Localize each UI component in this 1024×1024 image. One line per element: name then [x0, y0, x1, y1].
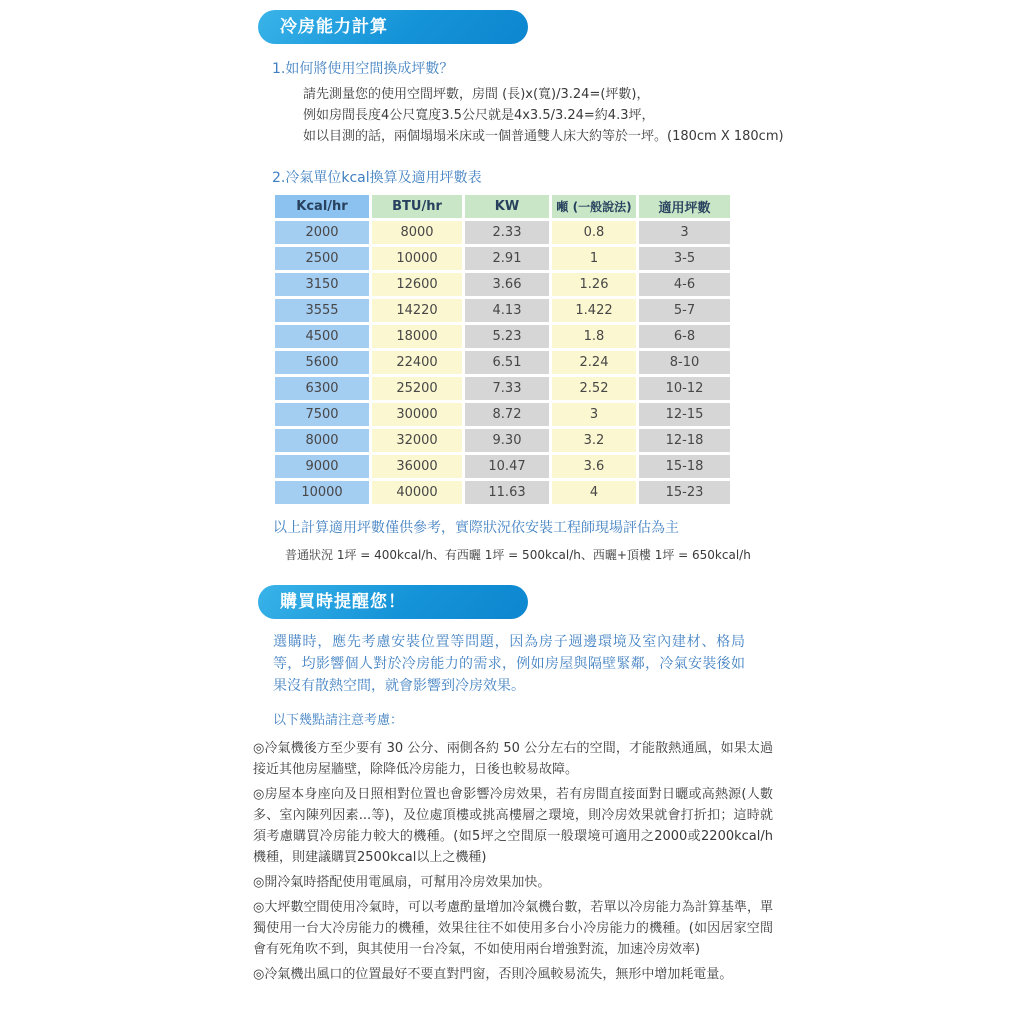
- table-cell: 1.8: [552, 325, 636, 348]
- tip-item: ◎房屋本身座向及日照相對位置也會影響冷房效果，若有房間直接面對日曬或高熱源(人數多、室內陳列因素...等)，及位處頂樓或挑高樓層之環境，則冷房效果就會打折扣；這時就須考慮購買冷房能力較大的機種。(如5坪之空間原一般環境可適用之2000或2200kcal/h機種，則建議購買2500kcal以上之機種): [253, 787, 773, 865]
- col-header-ping: 適用坪數: [639, 195, 730, 218]
- table-cell: 22400: [372, 351, 462, 374]
- table-cell: 2.52: [552, 377, 636, 400]
- table-cell: 7.33: [465, 377, 549, 400]
- table-cell: 15-23: [639, 481, 730, 504]
- table-cell: 4: [552, 481, 636, 504]
- table-cell: 6.51: [465, 351, 549, 374]
- kcal-per-ping-note: 普通狀況 1坪 = 400kcal/h、有西曬 1坪 = 500kcal/h、西曬+頂樓 1坪 = 650kcal/h: [285, 548, 751, 562]
- table-disclaimer: 以上計算適用坪數僅供參考，實際狀況依安裝工程師現場評估為主: [273, 520, 679, 536]
- document-page: [253, 0, 784, 989]
- table-row: [275, 429, 778, 452]
- table-cell: 1.26: [552, 273, 636, 296]
- table-cell: 10.47: [465, 455, 549, 478]
- table-cell: 0.8: [552, 221, 636, 244]
- table-cell: 3150: [275, 273, 369, 296]
- table-cell: 2000: [275, 221, 369, 244]
- table-row: [275, 247, 778, 270]
- table-cell: 7500: [275, 403, 369, 426]
- table-cell: 10000: [275, 481, 369, 504]
- table-cell: 12600: [372, 273, 462, 296]
- table-cell: 2500: [275, 247, 369, 270]
- table-cell: 2.91: [465, 247, 549, 270]
- table-cell: 36000: [372, 455, 462, 478]
- table-cell: 8.72: [465, 403, 549, 426]
- table-cell: 4-6: [639, 273, 730, 296]
- table-cell: 4.13: [465, 299, 549, 322]
- table-row: [275, 221, 778, 244]
- table-cell: 10-12: [639, 377, 730, 400]
- table-row: [275, 351, 778, 374]
- table-row: [275, 377, 778, 400]
- table-row: [275, 273, 778, 296]
- tip-item: ◎冷氣機出風口的位置最好不要直對門窗，否則冷風較易流失，無形中增加耗電量。: [253, 967, 733, 982]
- tip-item: ◎開冷氣時搭配使用電風扇，可幫用冷房效果加快。: [253, 875, 551, 890]
- table-cell: 15-18: [639, 455, 730, 478]
- table-cell: 12-15: [639, 403, 730, 426]
- table-row: [275, 325, 778, 348]
- table-cell: 5600: [275, 351, 369, 374]
- table-cell: 6-8: [639, 325, 730, 348]
- table-cell: 3.2: [552, 429, 636, 452]
- table-cell: 3555: [275, 299, 369, 322]
- section-header-purchase-reminder: 購買時提醒您！: [258, 585, 528, 619]
- tips-list-title: 以下幾點請注意考慮：: [273, 713, 404, 728]
- table-cell: 9.30: [465, 429, 549, 452]
- table-cell: 30000: [372, 403, 462, 426]
- table-cell: 1: [552, 247, 636, 270]
- table-cell: 8-10: [639, 351, 730, 374]
- table-cell: 32000: [372, 429, 462, 452]
- table-cell: 18000: [372, 325, 462, 348]
- table-cell: 4500: [275, 325, 369, 348]
- table-header-row: [275, 195, 778, 218]
- table-cell: 8000: [275, 429, 369, 452]
- table-cell: 3.6: [552, 455, 636, 478]
- table-cell: 2.33: [465, 221, 549, 244]
- purchase-intro-paragraph: 選購時，應先考慮安裝位置等問題，因為房子週邊環境及室內建材、格局等，均影響個人對於冷房能力的需求，例如房屋與隔壁緊鄰，冷氣安裝後如果沒有散熱空間，就會影響到冷房效果。: [273, 634, 745, 694]
- tips-list: [253, 738, 773, 985]
- col-header-ton: 噸 (一般說法): [552, 195, 636, 218]
- col-header-kw: KW: [465, 195, 549, 218]
- table-row: [275, 403, 778, 426]
- body-line: 例如房間長度4公尺寬度3.5公尺就是4x3.5/3.24=約4.3坪，: [303, 108, 655, 123]
- table-row: [275, 299, 778, 322]
- table-cell: 12-18: [639, 429, 730, 452]
- body-line: 請先測量您的使用空間坪數，房間 (長)x(寬)/3.24=(坪數)，: [303, 87, 650, 102]
- table-cell: 1.422: [552, 299, 636, 322]
- table-cell: 9000: [275, 455, 369, 478]
- table-cell: 40000: [372, 481, 462, 504]
- col-header-btu: BTU/hr: [372, 195, 462, 218]
- table-cell: 3-5: [639, 247, 730, 270]
- table-cell: 3: [639, 221, 730, 244]
- table-cell: 5.23: [465, 325, 549, 348]
- table-row: [275, 481, 778, 504]
- col-header-kcal: Kcal/hr: [275, 195, 369, 218]
- table-cell: 14220: [372, 299, 462, 322]
- section-header-cooling-calc: 冷房能力計算: [258, 10, 528, 44]
- question1-body: [303, 84, 784, 147]
- table-cell: 25200: [372, 377, 462, 400]
- table-cell: 3.66: [465, 273, 549, 296]
- table-cell: 10000: [372, 247, 462, 270]
- table-cell: 11.63: [465, 481, 549, 504]
- tip-item: ◎大坪數空間使用冷氣時，可以考慮酌量增加冷氣機台數，若單以冷房能力為計算基準，單獨使用一台大冷房能力的機種，效果往往不如使用多台小冷房能力的機種。(如因居家空間會有死角吹不到，與其使用一台冷氣，不如使用兩台增強對流，加速冷房效率): [253, 900, 773, 957]
- body-line: 如以目測的話，兩個塌塌米床或一個普通雙人床大約等於一坪。(180cm X 180cm): [303, 129, 784, 144]
- conversion-table: [275, 195, 778, 504]
- table-cell: 3: [552, 403, 636, 426]
- question1-title: 1.如何將使用空間換成坪數？: [272, 61, 454, 77]
- conversion-table-body: [275, 221, 778, 504]
- tip-item: ◎冷氣機後方至少要有 30 公分、兩側各約 50 公分左右的空間，才能散熱通風，如果太過接近其他房屋牆壁，除降低冷房能力，日後也較易故障。: [253, 741, 773, 777]
- table-cell: 5-7: [639, 299, 730, 322]
- table-cell: 2.24: [552, 351, 636, 374]
- table-row: [275, 455, 778, 478]
- question2-title: 2.冷氣單位kcal換算及適用坪數表: [272, 170, 482, 186]
- table-cell: 6300: [275, 377, 369, 400]
- table-cell: 8000: [372, 221, 462, 244]
